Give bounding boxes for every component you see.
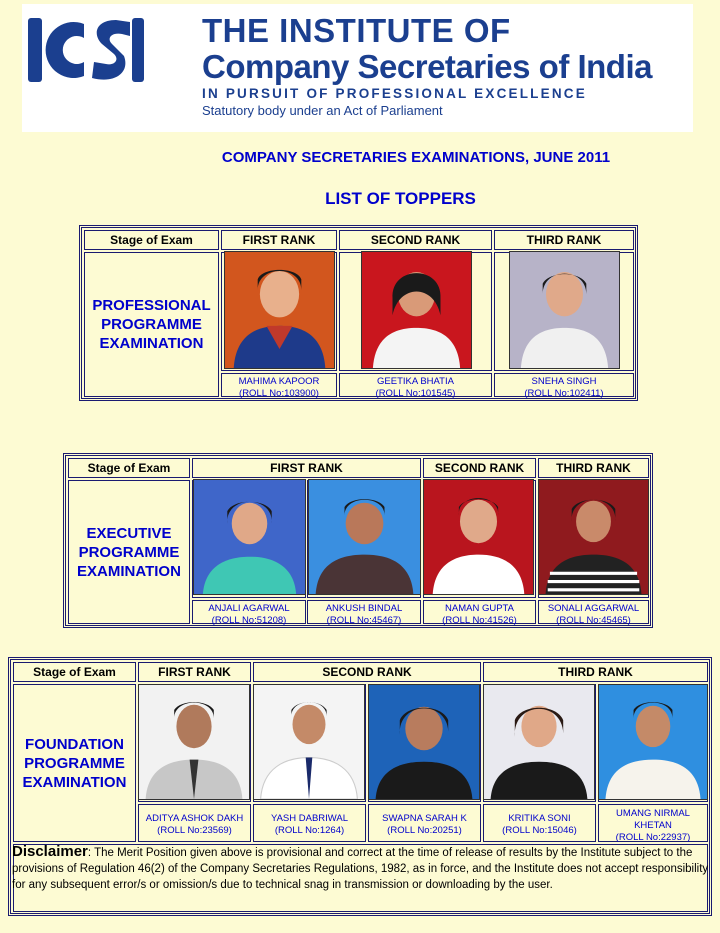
stage-label: PROFESSIONAL PROGRAMME EXAMINATION xyxy=(84,252,219,397)
institute-line2: Company Secretaries of India xyxy=(202,48,652,85)
second-rank-header: SECOND RANK xyxy=(339,230,492,250)
topper-name-cell xyxy=(423,600,536,624)
topper-photo xyxy=(253,684,365,800)
topper-name: KRITIKA SONI xyxy=(508,813,571,824)
topper-photo xyxy=(224,251,335,369)
topper-roll: (ROLL No:45465) xyxy=(556,615,631,626)
topper-name-cell xyxy=(253,804,366,842)
topper-name-cell xyxy=(538,600,649,624)
topper-roll: (ROLL No:101545) xyxy=(375,388,456,399)
topper-roll: (ROLL No:15046) xyxy=(502,825,577,836)
topper-roll: (ROLL No:51208) xyxy=(211,615,287,626)
topper-name-cell xyxy=(339,373,492,397)
third-rank-header: THIRD RANK xyxy=(538,458,649,478)
topper-name-cell xyxy=(494,373,634,397)
topper-name-cell xyxy=(368,804,481,842)
stage-header: Stage of Exam xyxy=(84,230,219,250)
topper-name-cell xyxy=(192,600,306,624)
topper-photo xyxy=(361,251,472,369)
disclaimer-label: Disclaimer xyxy=(12,843,88,860)
topper-name: NAMAN GUPTA xyxy=(445,603,514,614)
institute-tagline: IN PURSUIT OF PROFESSIONAL EXCELLENCE xyxy=(202,86,587,101)
first-rank-header: FIRST RANK xyxy=(192,458,421,478)
topper-name-cell xyxy=(138,804,251,842)
topper-photo xyxy=(509,251,620,369)
topper-name: SWAPNA SARAH K xyxy=(382,813,467,824)
topper-roll: (ROLL No:102411) xyxy=(524,388,604,399)
topper-name: MAHIMA KAPOOR xyxy=(238,376,320,387)
disclaimer xyxy=(12,844,709,893)
topper-name: ANKUSH BINDAL xyxy=(325,603,403,614)
topper-roll: (ROLL No:22937) xyxy=(615,832,691,843)
institute-line1: THE INSTITUTE OF xyxy=(202,12,511,49)
topper-roll: (ROLL No:20251) xyxy=(387,825,462,836)
institute-banner xyxy=(22,4,693,132)
topper-photo xyxy=(308,479,421,595)
topper-name-cell xyxy=(221,373,337,397)
stage-header: Stage of Exam xyxy=(68,458,190,478)
stage-label: FOUNDATION PROGRAMME EXAMINATION xyxy=(13,684,136,842)
third-rank-header: THIRD RANK xyxy=(494,230,634,250)
topper-roll: (ROLL No:1264) xyxy=(274,825,345,836)
second-rank-header: SECOND RANK xyxy=(253,662,481,682)
disclaimer-text: : The Merit Position given above is provisional and correct at the time of release of results by the Institute subject to the provisions of Regulation 46(2) of the Company Secretaries Regulations, 1982, as in force, and the Institute does not accept responsibility for any subsequent error/s or omission/s due to technical snag in transmission or downloading by the user. xyxy=(12,847,709,891)
topper-roll: (ROLL No:103900) xyxy=(239,388,319,399)
topper-name: YASH DABRIWAL xyxy=(270,813,349,824)
topper-photo xyxy=(423,479,534,595)
page-title: COMPANY SECRETARIES EXAMINATIONS, JUNE 2011 xyxy=(221,149,611,166)
topper-photo xyxy=(368,684,480,800)
topper-name: SONALI AGGARWAL xyxy=(547,603,640,614)
topper-name: UMANG NIRMAL KHETAN xyxy=(616,808,690,831)
topper-roll: (ROLL No:45467) xyxy=(326,615,402,626)
institute-statutory: Statutory body under an Act of Parliament xyxy=(202,103,443,118)
topper-name: ANJALI AGARWAL xyxy=(208,603,290,614)
icsi-logo xyxy=(26,10,146,95)
stage-header: Stage of Exam xyxy=(13,662,136,682)
topper-name: ADITYA ASHOK DAKH xyxy=(145,813,244,824)
topper-name-cell xyxy=(307,600,421,624)
third-rank-header: THIRD RANK xyxy=(483,662,708,682)
topper-photo xyxy=(138,684,250,800)
page-subtitle: LIST OF TOPPERS xyxy=(325,189,476,208)
topper-name-cell xyxy=(483,804,596,842)
topper-roll: (ROLL No:41526) xyxy=(442,615,517,626)
topper-name: SNEHA SINGH xyxy=(531,376,597,387)
topper-photo xyxy=(598,684,708,800)
topper-photo xyxy=(538,479,649,595)
second-rank-header: SECOND RANK xyxy=(423,458,536,478)
topper-name: GEETIKA BHATIA xyxy=(377,376,454,387)
topper-photo xyxy=(483,684,595,800)
first-rank-header: FIRST RANK xyxy=(221,230,337,250)
topper-roll: (ROLL No:23569) xyxy=(157,825,232,836)
first-rank-header: FIRST RANK xyxy=(138,662,251,682)
stage-label: EXECUTIVE PROGRAMME EXAMINATION xyxy=(68,480,190,624)
topper-photo xyxy=(193,479,306,595)
topper-name-cell xyxy=(598,804,708,842)
